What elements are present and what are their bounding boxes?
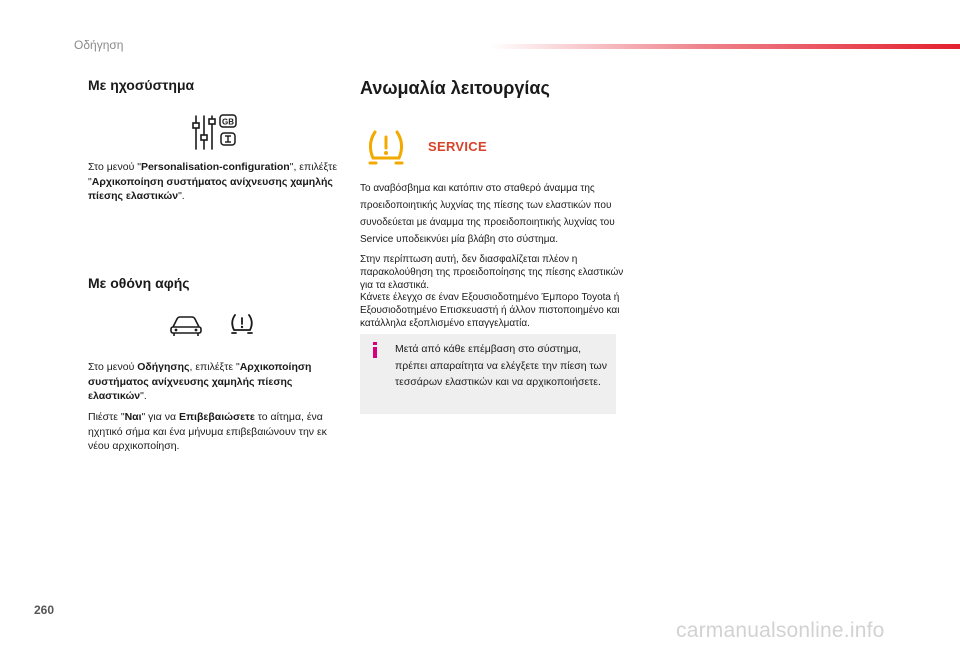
info-box (360, 334, 616, 414)
watermark-text: carmanualsonline.info (676, 619, 885, 642)
settings-badge-text: GB (222, 117, 234, 127)
confirm-instruction-text: Πιέστε "Ναι" για να Επιβεβαιώσετε το αίτημα, ένα ηχητικό σήμα και ένα μήνυμα επιβεβαιώνουν την εκ νέου αρχικοποίηση. (88, 411, 327, 452)
malfunction-advice-line2: Κάνετε έλεγχο σε έναν Εξουσιοδοτημένο Έμπορο Toyota ή Εξουσιοδοτημένο Επισκευαστή ή άλλον πιστοποιημένο και κατάλληλα εξοπλισμένο επαγγελματία. (360, 292, 620, 329)
settings-sliders-icon (192, 113, 240, 151)
audio-instruction-text: Στο μενού "Personalisation-configuration", επιλέξτε "Αρχικοποίηση συστήματος ανίχνευσης χαμηλής πίεσης ελαστικών". (88, 161, 337, 202)
tyre-pressure-small-icon (229, 312, 255, 336)
service-warning-label: SERVICE (428, 139, 487, 154)
touchscreen-instruction-text: Στο μενού Οδήγησης, επιλέξτε "Αρχικοποίηση συστήματος ανίχνευσης χαμηλής πίεσης ελαστικών". (88, 361, 312, 402)
malfunction-description: Το αναβόσβημα και κατόπιν στο σταθερό άναμμα της προειδοποιητικής λυχνίας της πίεσης των ελαστικών που συνοδεύεται με άναμμα της προειδοποιητικής λυχνίας του Service υποδεικνύει μία βλάβη στο σύστημα. (360, 183, 615, 245)
car-icon (168, 314, 204, 338)
page-header-title: Οδήγηση (74, 38, 124, 52)
page-number: 260 (34, 603, 55, 617)
malfunction-advice-line1: Στην περίπτωση αυτή, δεν διασφαλίζεται πλέον η παρακολούθηση της προειδοποίησης της πίεσης ελαστικών για τα ελαστικά. (360, 254, 624, 291)
header-accent-bar (490, 44, 960, 49)
section-title-touchscreen: Με οθόνη αφής (88, 275, 190, 291)
info-icon (370, 342, 380, 358)
tyre-pressure-warning-icon (366, 128, 406, 168)
section-title-malfunction: Ανωμαλία λειτουργίας (360, 78, 550, 98)
section-title-audio: Με ηχοσύστημα (88, 77, 195, 93)
malfunction-advice (360, 254, 625, 331)
info-text: Μετά από κάθε επέμβαση στο σύστημα, πρέπει απαραίτητα να ελέγξετε την πίεση των τεσσάρων ελαστικών και να αρχικοποιήσετε. (395, 343, 607, 388)
